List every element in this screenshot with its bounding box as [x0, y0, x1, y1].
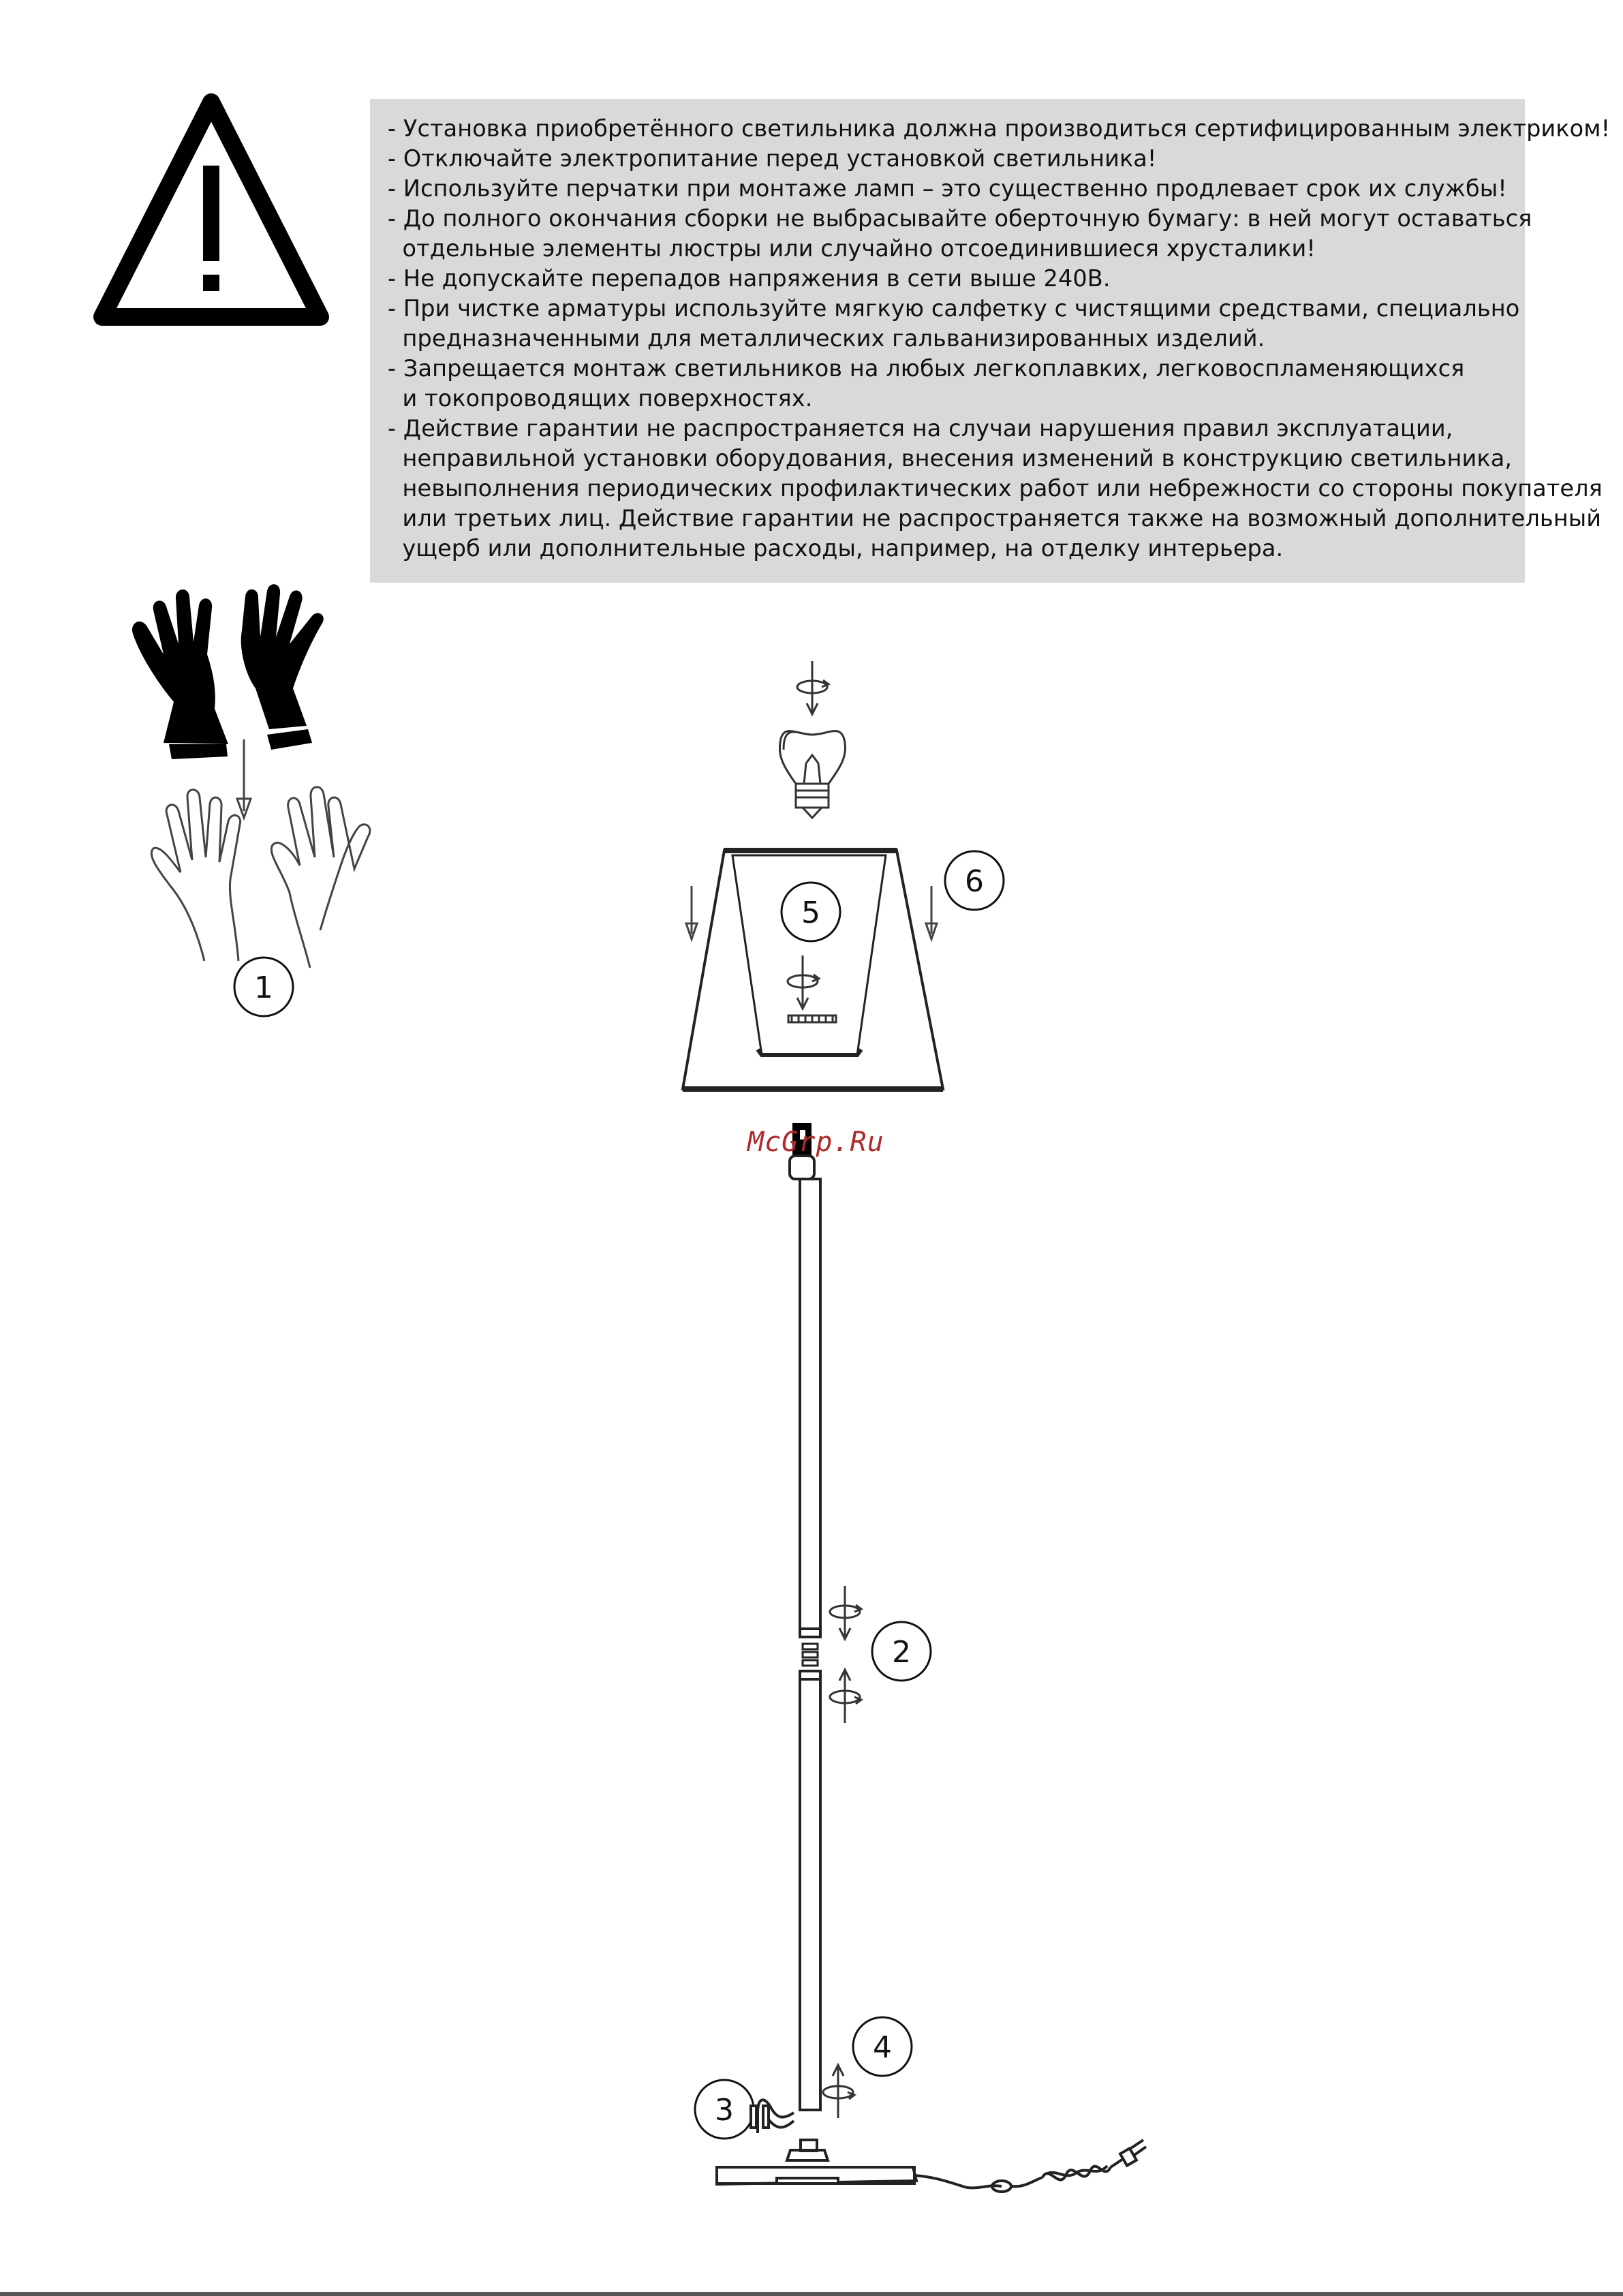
- warning-line: или третьих лиц. Действие гарантии не распространяется также на возможный дополнительный: [388, 505, 1602, 532]
- lamp-base: [717, 2100, 1146, 2192]
- warning-line: - Запрещается монтаж светильников на любых легкоплавких, легковоспламеняющихся: [388, 355, 1465, 382]
- svg-text:5: 5: [801, 896, 820, 930]
- warning-line: предназначенными для металлических гальванизированных изделий.: [388, 325, 1265, 352]
- warning-line: и токопроводящих поверхностях.: [388, 385, 813, 412]
- shade-mount: [788, 1015, 836, 1022]
- callout-2: [872, 1622, 931, 1681]
- down-arrow-icon: [237, 739, 251, 818]
- rotate-arrow-icon: [830, 1586, 861, 1639]
- warning-line: ущерб или дополнительные расходы, например, на отделку интерьера.: [388, 535, 1284, 562]
- warning-line: неправильной установки оборудования, внесения изменений в конструкцию светильника,: [388, 445, 1513, 472]
- callout-6: [945, 851, 1004, 910]
- rotate-arrow-icon: [823, 2065, 854, 2118]
- gloves-icon: [132, 584, 324, 759]
- warning-line: невыполнения периодических профилактических работ или небрежности со стороны покупателя: [388, 475, 1603, 502]
- down-arrow-icon: [926, 886, 937, 939]
- rotate-arrow-icon: [830, 1670, 861, 1723]
- warning-line: - Действие гарантии не распространяется на случаи нарушения правил эксплуатации,: [388, 415, 1453, 442]
- down-arrow-icon: [686, 886, 697, 939]
- svg-text:2: 2: [892, 1635, 911, 1670]
- svg-text:6: 6: [965, 864, 984, 899]
- svg-text:1: 1: [254, 970, 273, 1005]
- upper-pole: [800, 1179, 820, 1637]
- rotate-arrow-icon: [797, 661, 829, 714]
- callout-5: [782, 883, 840, 941]
- svg-text:4: 4: [873, 2030, 892, 2065]
- warning-line: - При чистке арматуры используйте мягкую салфетку с чистящими средствами, специально: [388, 295, 1520, 322]
- callout-1: [234, 958, 293, 1016]
- watermark-text: McGrp.Ru: [747, 1127, 884, 1158]
- warning-line: - Используйте перчатки при монтаже ламп – это существенно продлевает срок их службы!: [388, 175, 1507, 202]
- callout-3: [695, 2080, 754, 2139]
- lower-pole: [800, 1671, 820, 2110]
- warning-line: - Установка приобретённого светильника должна производиться сертифицированным электриком!: [388, 115, 1611, 142]
- svg-text:3: 3: [715, 2093, 734, 2128]
- bare-hands-icon: [151, 787, 370, 968]
- warning-line: - Не допускайте перепадов напряжения в сети выше 240В.: [388, 265, 1111, 292]
- pole-connector: [803, 1644, 818, 1666]
- warning-line: - До полного окончания сборки не выбрасывайте оберточную бумагу: в ней могут оставаться: [388, 205, 1532, 232]
- callout-4: [853, 2017, 912, 2076]
- page-bottom-rule: [0, 2292, 1623, 2296]
- warning-line: - Отключайте электропитание перед установкой светильника!: [388, 145, 1157, 172]
- warning-line: отдельные элементы люстры или случайно отсоединившиеся хрусталики!: [388, 235, 1316, 262]
- rotate-arrow-icon: [788, 955, 819, 1009]
- light-bulb-icon: [779, 731, 845, 818]
